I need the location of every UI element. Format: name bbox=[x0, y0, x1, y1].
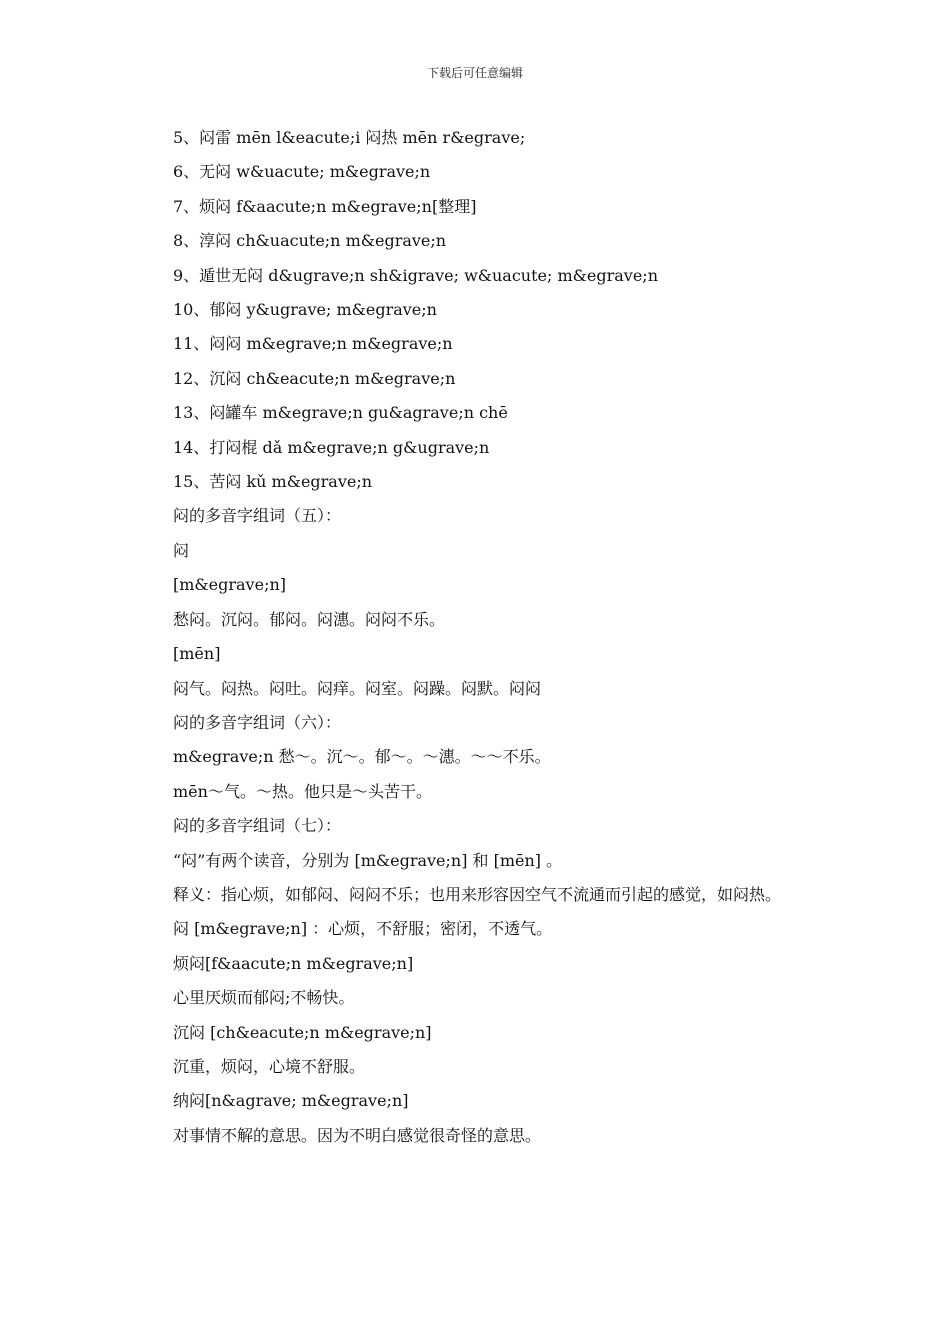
section-heading-5: 闷的多音字组词（五）： bbox=[173, 506, 342, 526]
list-item-15: 15、苦闷 kǔ m&egrave;n bbox=[173, 472, 373, 492]
term-chenmen-meaning: 沉重，烦闷，心境不舒服。 bbox=[173, 1056, 366, 1076]
document-body bbox=[145, 121, 825, 1153]
definition-paragraph: 释义：指心烦，如郁闷、闷闷不乐；也用来形容因空气不流通而引起的感觉，如闷热。 bbox=[173, 884, 782, 904]
section-heading-7: 闷的多音字组词（七）： bbox=[173, 816, 342, 836]
definition-men4: 闷 [m&egrave;n] ：心烦，不舒服；密闭，不透气。 bbox=[173, 919, 553, 939]
compound-men4: m&egrave;n 愁～。沉～。郁～。～潓。～～不乐。 bbox=[173, 747, 551, 767]
list-item-12: 12、沉闷 ch&eacute;n m&egrave;n bbox=[173, 368, 456, 388]
term-fanmen-meaning: 心里厌烦而郁闷;不畅快。 bbox=[173, 988, 355, 1008]
section-heading-6: 闷的多音字组词（六）： bbox=[173, 712, 342, 732]
words-men4: 愁闷。沉闷。郁闷。闷潓。闷闷不乐。 bbox=[173, 609, 446, 629]
readings-intro: “闷”有两个读音，分别为 [m&egrave;n] 和 [mēn] 。 bbox=[173, 850, 563, 870]
page-header: 下载后可任意编辑 bbox=[426, 66, 523, 80]
list-item-13: 13、闷罐车 m&egrave;n gu&agrave;n chē bbox=[173, 403, 508, 423]
reading-men4: [m&egrave;n] bbox=[173, 575, 286, 595]
term-namen-meaning: 对事情不解的意思。因为不明白感觉很奇怪的意思。 bbox=[173, 1125, 542, 1145]
character: 闷 bbox=[173, 540, 190, 560]
list-item-10: 10、郁闷 y&ugrave; m&egrave;n bbox=[173, 300, 437, 320]
reading-men1: [mēn] bbox=[173, 644, 221, 664]
list-item-11: 11、闷闷 m&egrave;n m&egrave;n bbox=[173, 334, 453, 354]
list-item-9: 9、遁世无闷 d&ugrave;n sh&igrave; w&uacute; m&egrave;n bbox=[173, 265, 659, 285]
term-namen: 纳闷[n&agrave; m&egrave;n] bbox=[173, 1091, 409, 1111]
term-chenmen: 沉闷 [ch&eacute;n m&egrave;n] bbox=[173, 1022, 432, 1042]
list-item-14: 14、打闷棍 dǎ m&egrave;n g&ugrave;n bbox=[173, 437, 490, 457]
list-item-7: 7、烦闷 f&aacute;n m&egrave;n[整理] bbox=[173, 196, 477, 216]
list-item-8: 8、淳闷 ch&uacute;n m&egrave;n bbox=[173, 231, 447, 251]
list-item-5: 5、闷雷 mēn l&eacute;i 闷热 mēn r&egrave; bbox=[173, 128, 526, 147]
term-fanmen: 烦闷[f&aacute;n m&egrave;n] bbox=[173, 953, 414, 973]
words-men1: 闷气。闷热。闷吐。闷痒。闷室。闷躁。闷默。闷闷 bbox=[173, 678, 542, 698]
compound-men1: mēn～气。～热。他只是～头苦干。 bbox=[173, 781, 432, 801]
list-item-6: 6、无闷 w&uacute; m&egrave;n bbox=[173, 162, 431, 182]
